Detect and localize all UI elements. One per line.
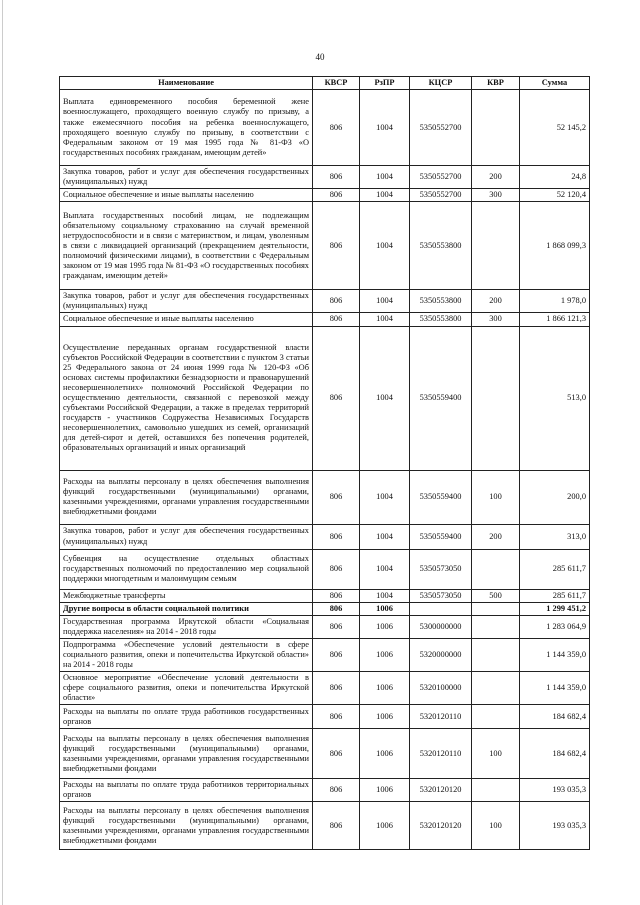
table-row xyxy=(60,202,590,290)
cell-name: Расходы на выплаты персоналу в целях обеспечения выполнения функций государственными (муниципальными) органами, казенными учреждениями, органами управления государственными внебюджетными фондами xyxy=(60,470,313,524)
cell-kcsr xyxy=(410,602,472,615)
cell-name: Подпрограмма «Обеспечение условий деятельности в сфере социального развития, опеки и попечительства Иркутской области» на 2014 - 2018 годы xyxy=(60,638,313,671)
cell-rzpr: 1006 xyxy=(360,615,410,638)
table-row xyxy=(60,672,590,705)
table-row xyxy=(60,290,590,313)
table-row xyxy=(60,779,590,802)
cell-kvr: 100 xyxy=(472,470,520,524)
cell-kcsr: 5300000000 xyxy=(410,615,472,638)
cell-kvr xyxy=(472,602,520,615)
cell-rzpr: 1006 xyxy=(360,602,410,615)
cell-name: Закупка товаров, работ и услуг для обеспечения государственных (муниципальных) нужд xyxy=(60,524,313,549)
cell-kvr xyxy=(472,672,520,705)
table-row xyxy=(60,326,590,470)
table-row xyxy=(60,602,590,615)
cell-kcsr: 5320100000 xyxy=(410,672,472,705)
cell-name: Расходы на выплаты по оплате труда работников территориальных органов xyxy=(60,779,313,802)
cell-rzpr: 1006 xyxy=(360,672,410,705)
table-row xyxy=(60,615,590,638)
cell-kcsr: 5320120110 xyxy=(410,705,472,729)
cell-name: Другие вопросы в области социальной политики xyxy=(60,602,313,615)
cell-sum: 184 682,4 xyxy=(520,729,590,779)
cell-kvsr: 806 xyxy=(313,672,360,705)
cell-kvsr: 806 xyxy=(313,729,360,779)
cell-kvsr: 806 xyxy=(313,326,360,470)
cell-kcsr: 5350559400 xyxy=(410,326,472,470)
cell-kvsr: 806 xyxy=(313,189,360,202)
cell-sum: 24,8 xyxy=(520,166,590,189)
page-number: 40 xyxy=(315,52,325,62)
header-kcsr: КЦСР xyxy=(410,77,472,90)
cell-kvsr: 806 xyxy=(313,549,360,589)
cell-sum: 1 144 359,0 xyxy=(520,672,590,705)
cell-kvr: 100 xyxy=(472,729,520,779)
cell-kcsr: 5320120110 xyxy=(410,729,472,779)
cell-name: Расходы на выплаты персоналу в целях обеспечения выполнения функций государственными (муниципальными) органами, казенными учреждениями, органами управления государственными внебюджетными фондами xyxy=(60,802,313,850)
cell-rzpr: 1004 xyxy=(360,202,410,290)
cell-sum: 52 120,4 xyxy=(520,189,590,202)
cell-rzpr: 1004 xyxy=(360,166,410,189)
cell-kvsr: 806 xyxy=(313,589,360,602)
header-kvr: КВР xyxy=(472,77,520,90)
scan-edge-line xyxy=(2,0,3,905)
cell-kvsr: 806 xyxy=(313,90,360,166)
cell-kvsr: 806 xyxy=(313,638,360,671)
cell-kvsr: 806 xyxy=(313,615,360,638)
table-row xyxy=(60,549,590,589)
cell-kvr: 300 xyxy=(472,313,520,326)
cell-name: Выплата единовременного пособия беременной жене военнослужащего, проходящего военную службу по призыву, а также ежемесячного пособия на ребенка военнослужащего, проходящего военную службу по призыву, в соответствии с Федеральным законом от 19 мая 1995 года № 81-ФЗ «О государственных пособиях гражданам, имеющим детей» xyxy=(60,90,313,166)
cell-rzpr: 1004 xyxy=(360,90,410,166)
cell-kcsr: 5320000000 xyxy=(410,638,472,671)
cell-kvr: 200 xyxy=(472,524,520,549)
cell-sum: 1 868 099,3 xyxy=(520,202,590,290)
header-rzpr: РзПР xyxy=(360,77,410,90)
cell-kcsr: 5320120120 xyxy=(410,802,472,850)
cell-kvsr: 806 xyxy=(313,524,360,549)
cell-kcsr: 5320120120 xyxy=(410,779,472,802)
cell-kvr xyxy=(472,615,520,638)
cell-kvr xyxy=(472,202,520,290)
cell-rzpr: 1006 xyxy=(360,779,410,802)
cell-name: Социальное обеспечение и иные выплаты населению xyxy=(60,189,313,202)
cell-name: Выплата государственных пособий лицам, не подлежащим обязательному социальному страхованию на случай временной нетрудоспособности и в связи с материнством, и лицам, уволенным в связи с ликвидацией организаций (прекращением деятельности, полномочий физическими лицами), в соответствии с Федеральным законом от 19 мая 1995 года № 81-ФЗ «О государственных пособиях гражданам, имеющим детей» xyxy=(60,202,313,290)
cell-sum: 193 035,3 xyxy=(520,802,590,850)
table-row xyxy=(60,802,590,850)
cell-name: Расходы на выплаты персоналу в целях обеспечения выполнения функций государственными (муниципальными) органами, казенными учреждениями, органами управления государственными внебюджетными фондами xyxy=(60,729,313,779)
cell-kvr xyxy=(472,638,520,671)
cell-rzpr: 1006 xyxy=(360,705,410,729)
cell-kvsr: 806 xyxy=(313,705,360,729)
cell-kvsr: 806 xyxy=(313,470,360,524)
table-row xyxy=(60,638,590,671)
table-row xyxy=(60,189,590,202)
cell-name: Расходы на выплаты по оплате труда работников государственных органов xyxy=(60,705,313,729)
cell-sum: 285 611,7 xyxy=(520,549,590,589)
cell-name: Субвенция на осуществление отдельных областных государственных полномочий по предоставлению мер социальной поддержки многодетным и малоимущим семьям xyxy=(60,549,313,589)
cell-name: Основное мероприятие «Обеспечение условий деятельности в сфере социального развития, опеки и попечительства Иркутской области» xyxy=(60,672,313,705)
cell-kvr: 500 xyxy=(472,589,520,602)
cell-sum: 1 978,0 xyxy=(520,290,590,313)
cell-sum: 52 145,2 xyxy=(520,90,590,166)
cell-rzpr: 1004 xyxy=(360,313,410,326)
cell-name: Межбюджетные трансферты xyxy=(60,589,313,602)
cell-kcsr: 5350552700 xyxy=(410,189,472,202)
cell-rzpr: 1004 xyxy=(360,189,410,202)
cell-name: Закупка товаров, работ и услуг для обеспечения государственных (муниципальных) нужд xyxy=(60,290,313,313)
cell-rzpr: 1006 xyxy=(360,638,410,671)
cell-rzpr: 1004 xyxy=(360,326,410,470)
table-row xyxy=(60,470,590,524)
cell-kvr: 100 xyxy=(472,802,520,850)
cell-kvsr: 806 xyxy=(313,802,360,850)
table-row xyxy=(60,589,590,602)
cell-sum: 200,0 xyxy=(520,470,590,524)
cell-sum: 285 611,7 xyxy=(520,589,590,602)
cell-kcsr: 5350553800 xyxy=(410,202,472,290)
header-name: Наименование xyxy=(60,77,313,90)
cell-kvr: 200 xyxy=(472,290,520,313)
cell-rzpr: 1004 xyxy=(360,589,410,602)
header-sum: Сумма xyxy=(520,77,590,90)
cell-kvsr: 806 xyxy=(313,290,360,313)
cell-kvsr: 806 xyxy=(313,166,360,189)
cell-kvsr: 806 xyxy=(313,602,360,615)
cell-sum: 1 299 451,2 xyxy=(520,602,590,615)
cell-name: Закупка товаров, работ и услуг для обеспечения государственных (муниципальных) нужд xyxy=(60,166,313,189)
cell-kcsr: 5350553800 xyxy=(410,290,472,313)
cell-sum: 513,0 xyxy=(520,326,590,470)
cell-kcsr: 5350552700 xyxy=(410,166,472,189)
budget-table xyxy=(59,76,590,850)
cell-sum: 184 682,4 xyxy=(520,705,590,729)
cell-kvsr: 806 xyxy=(313,202,360,290)
cell-sum: 313,0 xyxy=(520,524,590,549)
table-row xyxy=(60,313,590,326)
cell-kcsr: 5350573050 xyxy=(410,589,472,602)
cell-kcsr: 5350559400 xyxy=(410,470,472,524)
cell-kcsr: 5350559400 xyxy=(410,524,472,549)
cell-kcsr: 5350552700 xyxy=(410,90,472,166)
cell-kvr: 300 xyxy=(472,189,520,202)
cell-rzpr: 1004 xyxy=(360,549,410,589)
cell-kvr xyxy=(472,705,520,729)
cell-kvr xyxy=(472,90,520,166)
cell-kcsr: 5350573050 xyxy=(410,549,472,589)
table-row xyxy=(60,90,590,166)
cell-name: Социальное обеспечение и иные выплаты населению xyxy=(60,313,313,326)
cell-kvsr: 806 xyxy=(313,779,360,802)
cell-rzpr: 1004 xyxy=(360,290,410,313)
table-row xyxy=(60,705,590,729)
cell-rzpr: 1004 xyxy=(360,524,410,549)
cell-kcsr: 5350553800 xyxy=(410,313,472,326)
cell-kvr xyxy=(472,779,520,802)
cell-kvsr: 806 xyxy=(313,313,360,326)
cell-sum: 1 144 359,0 xyxy=(520,638,590,671)
header-kvsr: КВСР xyxy=(313,77,360,90)
cell-sum: 1 283 064,9 xyxy=(520,615,590,638)
table-header-row xyxy=(60,77,590,90)
cell-name: Осуществление переданных органам государственной власти субъектов Российской Федерации в соответствии с пунктом 3 статьи 25 Федерального закона от 24 июня 1999 года № 120-ФЗ «Об основах системы профилактики безнадзорности и правонарушений несовершеннолетних» полномочий Российской Федерации по осуществлению деятельности, связанной с перевозкой между субъектами Российской Федерации, а также в пределах территорий государств - участников Содружества Независимых Государств несовершеннолетних, самовольно ушедших из семей, организаций для детей-сирот и детей, оставшихся без попечения родителей, образовательных организаций и иных организаций xyxy=(60,326,313,470)
cell-rzpr: 1006 xyxy=(360,802,410,850)
cell-kvr xyxy=(472,549,520,589)
cell-kvr: 200 xyxy=(472,166,520,189)
cell-sum: 193 035,3 xyxy=(520,779,590,802)
table-body xyxy=(60,90,590,850)
cell-sum: 1 866 121,3 xyxy=(520,313,590,326)
cell-rzpr: 1004 xyxy=(360,470,410,524)
table-row xyxy=(60,729,590,779)
cell-name: Государственная программа Иркутской области «Социальная поддержка населения» на 2014 - 2018 годы xyxy=(60,615,313,638)
table-row xyxy=(60,166,590,189)
table-row xyxy=(60,524,590,549)
cell-kvr xyxy=(472,326,520,470)
cell-rzpr: 1006 xyxy=(360,729,410,779)
